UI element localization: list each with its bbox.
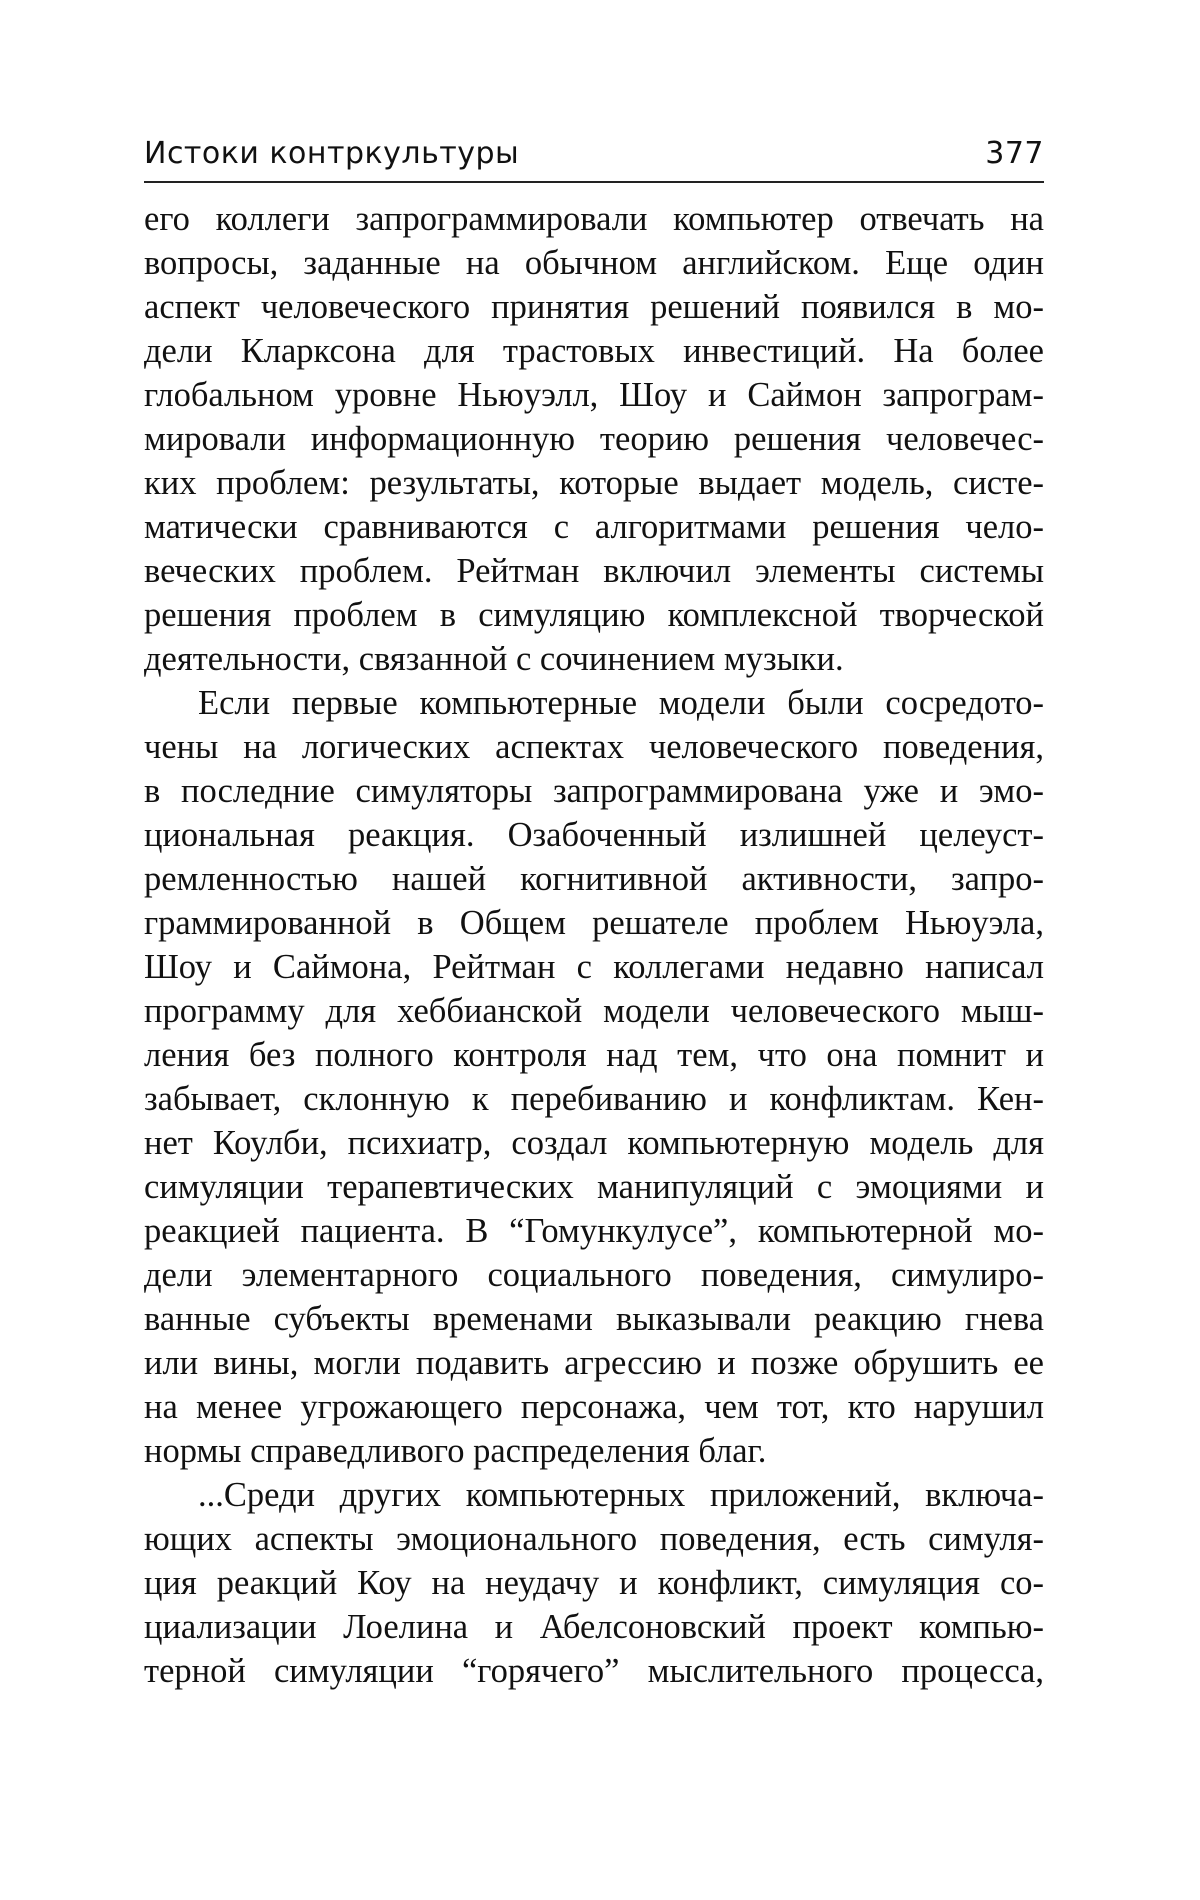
text-line: нет Коулби, психиатр, создал компьютерную модель для	[144, 1124, 1044, 1162]
text-line: дели элементарного социального поведения, симулиро-	[144, 1256, 1044, 1294]
text-line: ремленностью нашей когнитивной активности, запро-	[144, 860, 1044, 898]
text-line: ления без полного контроля над тем, что она помнит и	[144, 1036, 1044, 1074]
text-line: чены на логических аспектах человеческого поведения,	[144, 728, 1044, 766]
book-page	[144, 136, 1044, 1693]
text-line: Шоу и Саймона, Рейтман с коллегами недавно написал	[144, 948, 1044, 986]
text-line: в последние симуляторы запрограммирована уже и эмо-	[144, 772, 1044, 810]
running-head	[144, 136, 1044, 183]
text-line: на менее угрожающего персонажа, чем тот, кто нарушил	[144, 1388, 1044, 1426]
text-line: циализации Лоелина и Абелсоновский проект компью-	[144, 1608, 1044, 1646]
text-line: ция реакций Коу на неудачу и конфликт, симуляция со-	[144, 1564, 1044, 1602]
text-line: симуляции терапевтических манипуляций с эмоциями и	[144, 1168, 1044, 1206]
text-line: аспект человеческого принятия решений появился в мо-	[144, 288, 1044, 326]
text-line: циональная реакция. Озабоченный излишней целеуст-	[144, 816, 1044, 854]
running-title: Истоки контркультуры	[144, 136, 520, 171]
text-line: Если первые компьютерные модели были сосредото-	[198, 684, 1044, 722]
body-text	[144, 197, 1044, 1693]
text-line: граммированной в Общем решателе проблем Ньюуэла,	[144, 904, 1044, 942]
text-line: ванные субъекты временами выказывали реакцию гнева	[144, 1300, 1044, 1338]
paragraph-2	[144, 681, 1044, 1473]
text-line: нормы справедливого распределения благ.	[144, 1432, 767, 1470]
text-line: забывает, склонную к перебиванию и конфликтам. Кен-	[144, 1080, 1044, 1118]
text-line: мировали информационную теорию решения человечес-	[144, 420, 1044, 458]
text-line: матически сравниваются с алгоритмами решения чело-	[144, 508, 1044, 546]
text-line: ющих аспекты эмоционального поведения, есть симуля-	[144, 1520, 1044, 1558]
text-line: деятельности, связанной с сочинением музыки.	[144, 640, 844, 678]
text-line: или вины, могли подавить агрессию и позже обрушить ее	[144, 1344, 1044, 1382]
text-line: решения проблем в симуляцию комплексной творческой	[144, 596, 1044, 634]
text-line: вопросы, заданные на обычном английском. Еще один	[144, 244, 1044, 282]
page-number: 377	[985, 136, 1044, 171]
text-line: глобальном уровне Ньюуэлл, Шоу и Саймон запрограм-	[144, 376, 1044, 414]
text-line: дели Кларксона для трастовых инвестиций. На более	[144, 332, 1044, 370]
text-line: веческих проблем. Рейтман включил элементы системы	[144, 552, 1044, 590]
text-line: программу для хеббианской модели человеческого мыш-	[144, 992, 1044, 1030]
paragraph-3	[144, 1473, 1044, 1693]
text-line: ких проблем: результаты, которые выдает модель, систе-	[144, 464, 1044, 502]
paragraph-1	[144, 197, 1044, 681]
text-line: ...Среди других компьютерных приложений, включа-	[198, 1476, 1044, 1514]
text-line: его коллеги запрограммировали компьютер отвечать на	[144, 200, 1044, 238]
text-line: терной симуляции “горячего” мыслительного процесса,	[144, 1652, 1044, 1690]
text-line: реакцией пациента. В “Гомункулусе”, компьютерной мо-	[144, 1212, 1044, 1250]
